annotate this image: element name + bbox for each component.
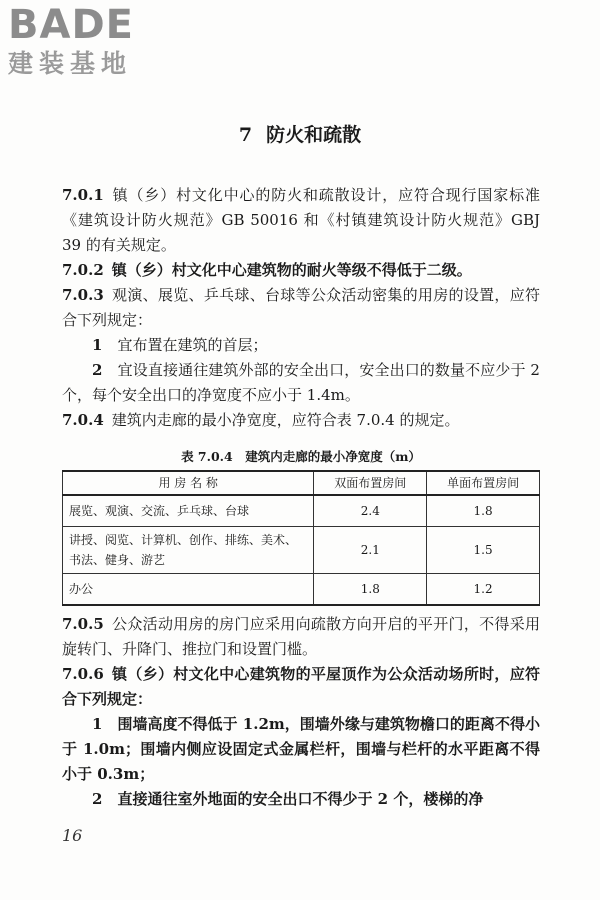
clause-number: 7.0.5 xyxy=(62,615,104,633)
table-cell: 讲授、阅览、计算机、创作、排练、美术、书法、健身、游艺 xyxy=(63,527,314,574)
item-number: 1 xyxy=(92,715,103,733)
table-cell: 1.8 xyxy=(427,495,540,527)
header-double-sided: 双面布置房间 xyxy=(314,471,427,495)
table-cell: 1.8 xyxy=(314,574,427,606)
logo-subtitle: 建装基地 xyxy=(8,49,133,78)
table-cell: 1.5 xyxy=(427,527,540,574)
chapter-number: 7 xyxy=(238,124,253,146)
clause-7-0-5 xyxy=(62,612,540,662)
table-row xyxy=(63,495,540,527)
clause-number: 7.0.4 xyxy=(62,411,104,429)
clause-7-0-6-item-1 xyxy=(62,712,540,787)
clause-7-0-3-item-2 xyxy=(62,358,540,408)
table-cell: 2.1 xyxy=(314,527,427,574)
item-text: 直接通往室外地面的安全出口不得少于 2 个，楼梯的净 xyxy=(117,790,484,808)
header-room-name: 用 房 名 称 xyxy=(63,471,314,495)
brand-logo xyxy=(8,2,178,80)
table-cell: 展览、观演、交流、乒乓球、台球 xyxy=(63,495,314,527)
table-header-row xyxy=(63,471,540,495)
clause-7-0-4 xyxy=(62,408,540,433)
clause-7-0-3-item-1 xyxy=(62,333,540,358)
clauses-block-upper xyxy=(62,183,540,433)
clause-7-0-3 xyxy=(62,283,540,333)
table-row xyxy=(63,574,540,606)
page-number: 16 xyxy=(62,826,83,845)
chapter-title xyxy=(0,120,600,147)
table-cell: 办公 xyxy=(63,574,314,606)
table-row xyxy=(63,527,540,574)
item-text: 围墙高度不得低于 1.2m，围墙外缘与建筑物檐口的距离不得小于 1.0m；围墙内侧应设固定式金属栏杆，围墙与栏杆的水平距离不得小于 0.3m； xyxy=(62,715,540,783)
clause-7-0-6-item-2 xyxy=(62,787,540,812)
item-number: 1 xyxy=(92,336,103,354)
clause-7-0-2 xyxy=(62,258,540,283)
clause-number: 7.0.1 xyxy=(62,186,104,204)
clause-number: 7.0.3 xyxy=(62,286,104,304)
clause-text: 镇（乡）村文化中心建筑物的耐火等级不得低于二级。 xyxy=(111,261,472,279)
item-text: 宜布置在建筑的首层； xyxy=(117,336,268,354)
corridor-width-table xyxy=(62,470,540,606)
clause-text: 镇（乡）村文化中心的防火和疏散设计，应符合现行国家标准《建筑设计防火规范》GB 50016 和《村镇建筑设计防火规范》GBJ 39 的有关规定。 xyxy=(62,186,540,254)
chapter-title-text: 防火和疏散 xyxy=(266,124,362,146)
item-number: 2 xyxy=(92,361,103,379)
table-cell: 1.2 xyxy=(427,574,540,606)
clause-text: 观演、展览、乒乓球、台球等公众活动密集的用房的设置，应符合下列规定： xyxy=(62,286,540,329)
clause-text: 镇（乡）村文化中心建筑物的平屋顶作为公众活动场所时，应符合下列规定： xyxy=(62,665,540,708)
table-caption: 表 7.0.4 建筑内走廊的最小净宽度（m） xyxy=(181,449,421,464)
item-text: 宜设直接通往建筑外部的安全出口，安全出口的数量不应少于 2 个，每个安全出口的净宽度不应小于 1.4m。 xyxy=(62,361,540,404)
table-cell: 2.4 xyxy=(314,495,427,527)
clause-number: 7.0.6 xyxy=(62,665,104,683)
clause-text: 建筑内走廊的最小净宽度，应符合表 7.0.4 的规定。 xyxy=(111,411,460,429)
header-single-sided: 单面布置房间 xyxy=(427,471,540,495)
clauses-block-lower xyxy=(62,612,540,812)
clause-number: 7.0.2 xyxy=(62,261,104,279)
item-number: 2 xyxy=(92,790,103,808)
logo-wordmark: BADE xyxy=(8,2,134,48)
clause-7-0-1 xyxy=(62,183,540,258)
clause-text: 公众活动用房的房门应采用向疏散方向开启的平开门，不得采用旋转门、升降门、推拉门和设置门槛。 xyxy=(62,615,540,658)
clause-7-0-6 xyxy=(62,662,540,712)
